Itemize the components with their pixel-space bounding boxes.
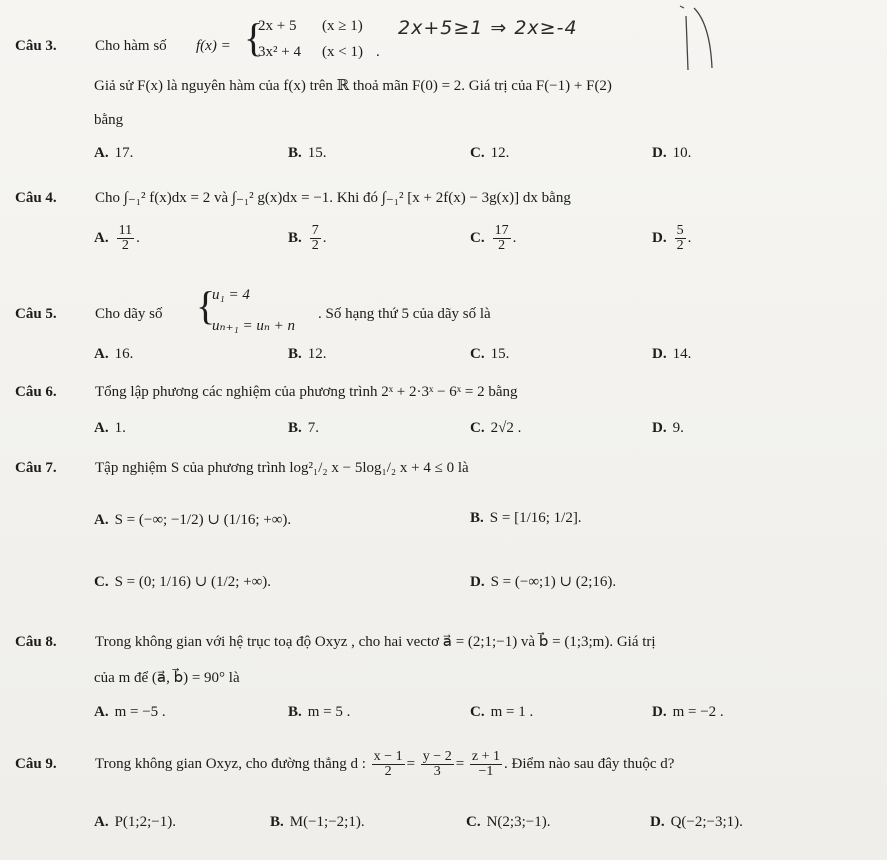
option-key: C.: [470, 229, 485, 246]
denominator: 2: [311, 238, 319, 253]
question-5-label: Câu 5.: [15, 306, 57, 322]
option-key: A.: [94, 512, 109, 528]
option-key: D.: [652, 346, 667, 362]
option-value: S = (−∞; −1/2) ∪ (1/16; +∞).: [114, 512, 292, 528]
question-7: [15, 460, 469, 477]
question-6-option-a[interactable]: [94, 420, 126, 437]
question-3-option-a[interactable]: [94, 145, 133, 162]
option-key: C.: [470, 704, 485, 720]
option-key: B.: [288, 145, 302, 161]
fraction: [493, 224, 511, 253]
fraction-x: [372, 750, 405, 779]
handwritten-mark: [670, 2, 730, 72]
question-7-text: Tập nghiệm S của phương trình log²₁/₂ x − 5log₁/₂ x + 4 ≤ 0 là: [95, 460, 469, 476]
option-value: 14.: [672, 346, 692, 362]
denominator: −1: [478, 764, 494, 779]
numerator: z + 1: [471, 749, 501, 764]
question-3-option-c[interactable]: [470, 145, 509, 162]
question-5-option-a[interactable]: [94, 346, 133, 363]
option-key: C.: [466, 814, 481, 830]
option-key: D.: [652, 704, 667, 720]
option-key: B.: [288, 229, 302, 246]
question-5-case2: uₙ₊₁ = uₙ + n: [212, 318, 296, 334]
option-value: 9.: [672, 420, 684, 436]
question-4-text: Cho ∫₋₁² f(x)dx = 2 và ∫₋₁² g(x)dx = −1. Khi đó ∫₋₁² [x + 2f(x) − 3g(x)] dx bằng: [95, 190, 571, 206]
question-8: [15, 632, 656, 651]
option-key: A.: [94, 704, 109, 720]
question-4: [15, 188, 571, 207]
question-3-case2: 3x² + 4: [258, 44, 301, 60]
option-key: A.: [94, 145, 109, 161]
numerator: 7: [311, 223, 319, 238]
option-key: C.: [94, 574, 109, 590]
question-5-rest: . Số hạng thứ 5 của dãy số là: [318, 306, 491, 322]
numerator: 5: [676, 223, 684, 238]
option-value: 2√2 .: [490, 420, 522, 436]
question-3-header: [15, 38, 167, 55]
piecewise-brace: {: [244, 15, 264, 60]
question-6-label: Câu 6.: [15, 384, 57, 400]
question-3-intro: Cho hàm số: [95, 38, 167, 54]
question-6-text: Tổng lập phương các nghiệm của phương trình 2ˣ + 2·3ˣ − 6ˣ = 2 bằng: [95, 384, 518, 400]
question-3-line2: Giả sử F(x) là nguyên hàm của f(x) trên ℝ thoả mãn F(0) = 2. Giá trị của F(−1) + F(2): [94, 78, 612, 94]
numerator: y − 2: [422, 749, 452, 764]
denominator: 2: [121, 238, 129, 253]
question-4-option-a[interactable]: A. $\frac{11}{2}$ .: [94, 223, 140, 253]
question-7-option-c[interactable]: [94, 572, 271, 591]
option-value: S = (−∞;1) ∪ (2;16).: [490, 574, 617, 590]
sequence-brace: {: [196, 283, 216, 328]
question-9-option-a[interactable]: [94, 814, 176, 831]
question-8-line2: của m để (a⃗, b⃗) = 90° là: [94, 670, 240, 686]
question-9-option-b[interactable]: [270, 814, 365, 831]
question-9-option-c[interactable]: [466, 814, 550, 831]
question-4-option-b[interactable]: B. $\frac{7}{2}$ .: [288, 223, 327, 253]
question-6-option-b[interactable]: [288, 420, 319, 437]
numerator: 11: [118, 223, 133, 238]
option-value: M(−1;−2;1).: [289, 814, 365, 830]
option-value: P(1;2;−1).: [114, 814, 176, 830]
question-9-label: Câu 9.: [15, 755, 57, 772]
option-value: m = 1 .: [490, 704, 534, 720]
option-key: B.: [288, 420, 302, 436]
option-key: B.: [470, 510, 484, 526]
option-value: N(2;3;−1).: [486, 814, 551, 830]
question-3-case1: 2x + 5: [258, 18, 297, 34]
fraction: [117, 224, 134, 253]
option-key: B.: [270, 814, 284, 830]
question-7-label: Câu 7.: [15, 460, 57, 476]
option-key: A.: [94, 229, 109, 246]
question-5-option-d[interactable]: [652, 346, 691, 363]
fraction-y: [421, 750, 454, 779]
option-key: C.: [470, 346, 485, 362]
option-key: D.: [470, 574, 485, 590]
option-value: m = −2 .: [672, 704, 724, 720]
option-key: B.: [288, 346, 302, 362]
question-6-option-d[interactable]: [652, 420, 684, 437]
option-value: m = −5 .: [114, 704, 166, 720]
question-8-option-a[interactable]: [94, 704, 166, 721]
denominator: 2: [676, 238, 684, 253]
option-key: D.: [652, 145, 667, 161]
option-key: D.: [650, 814, 665, 830]
option-key: B.: [288, 704, 302, 720]
fraction: [310, 224, 321, 253]
option-value: 1.: [114, 420, 126, 436]
fraction-z: [470, 750, 502, 779]
question-6: [15, 384, 518, 401]
option-key: D.: [652, 420, 667, 436]
fraction: [675, 224, 686, 253]
question-3-period: .: [376, 44, 380, 60]
option-key: C.: [470, 420, 485, 436]
question-3-line3: bằng: [94, 112, 124, 128]
question-3-option-b[interactable]: [288, 145, 327, 162]
option-value: m = 5 .: [307, 704, 351, 720]
option-value: 16.: [114, 346, 134, 362]
question-3-label: Câu 3.: [15, 38, 57, 54]
numerator: x − 1: [373, 749, 403, 764]
question-5-intro: Cho dãy số: [95, 306, 163, 322]
question-7-option-a[interactable]: [94, 510, 291, 529]
question-3-option-d[interactable]: [652, 145, 691, 162]
option-value: 12.: [490, 145, 510, 161]
question-3-function-name: f(x) =: [196, 38, 231, 54]
option-key: A.: [94, 420, 109, 436]
handwritten-note: 2x+5≥1 ⇒ 2x≥-4: [398, 17, 578, 39]
question-4-option-d[interactable]: D. $\frac{5}{2}$ .: [652, 223, 692, 253]
question-9-option-d[interactable]: [650, 814, 743, 831]
question-9-intro: Trong không gian Oxyz, cho đường thẳng d :: [95, 755, 366, 772]
question-5-option-b[interactable]: [288, 346, 327, 363]
question-7-option-b[interactable]: [470, 510, 582, 527]
question-4-label: Câu 4.: [15, 190, 57, 206]
option-value: 17.: [114, 145, 134, 161]
question-6-option-c[interactable]: [470, 420, 521, 437]
denominator: 3: [433, 764, 441, 779]
option-value: S = (0; 1/16) ∪ (1/2; +∞).: [114, 574, 272, 590]
question-7-option-d[interactable]: [470, 572, 616, 591]
question-5-header: [15, 306, 163, 323]
question-5-case1: u₁ = 4: [212, 287, 250, 303]
question-9-rest: . Điểm nào sau đây thuộc d?: [504, 755, 675, 772]
option-value: Q(−2;−3;1).: [670, 814, 743, 830]
question-3-cond1: (x ≥ 1): [322, 18, 363, 34]
question-8-option-d[interactable]: [652, 704, 724, 721]
question-3-cond2: (x < 1): [322, 44, 363, 60]
question-8-label: Câu 8.: [15, 634, 57, 650]
option-value: 15.: [490, 346, 510, 362]
option-value: 10.: [672, 145, 692, 161]
question-8-text: Trong không gian với hệ trục toạ độ Oxyz , cho hai vectơ a⃗ = (2;1;−1) và b⃗ = (1;3;m). Giá trị: [95, 634, 656, 650]
question-4-option-c[interactable]: C. $\frac{17}{2}$ .: [470, 223, 517, 253]
question-8-option-c[interactable]: [470, 704, 533, 721]
option-key: A.: [94, 814, 109, 830]
question-9: Câu 9. Trong không gian Oxyz, cho đường thẳng d : $\frac{x - 1}{2}$ = $\frac{y - 2}{3}$ = $\frac{z + 1}{-1}$ . Điểm nào sau đây thuộc d?: [15, 749, 675, 779]
option-value: 12.: [307, 346, 327, 362]
question-8-option-b[interactable]: [288, 704, 350, 721]
option-key: A.: [94, 346, 109, 362]
option-key: C.: [470, 145, 485, 161]
denominator: 2: [384, 764, 392, 779]
option-value: S = [1/16; 1/2].: [489, 510, 582, 526]
option-value: 15.: [307, 145, 327, 161]
numerator: 17: [494, 223, 509, 238]
denominator: 2: [498, 238, 506, 253]
option-key: D.: [652, 229, 667, 246]
question-5-option-c[interactable]: [470, 346, 509, 363]
option-value: 7.: [307, 420, 320, 436]
